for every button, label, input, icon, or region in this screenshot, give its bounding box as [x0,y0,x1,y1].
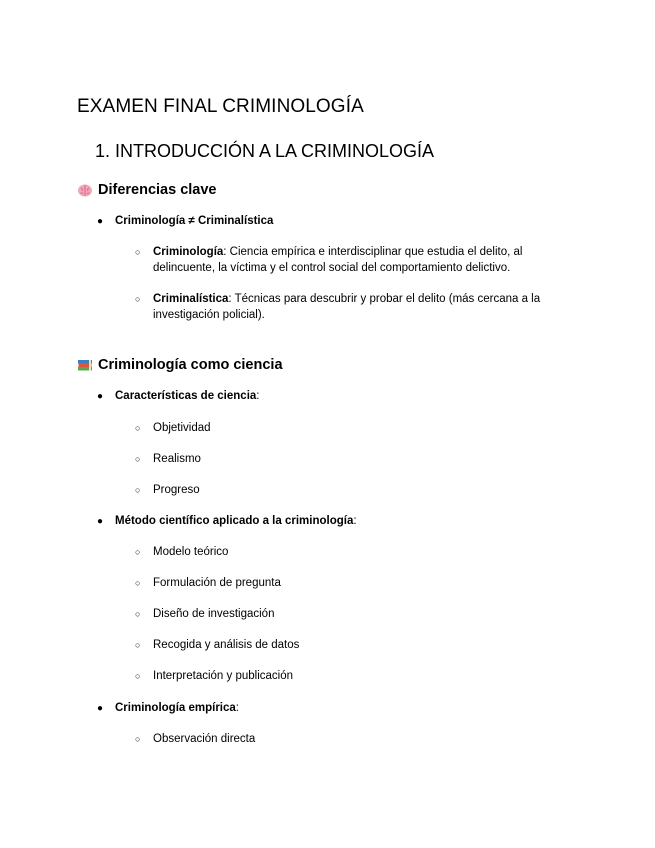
list-item-text: Formulación de pregunta [153,577,281,589]
bullet: ○ [135,734,141,744]
list-item-text: Diseño de investigación [153,608,275,620]
list-item [97,214,273,229]
section-heading: 1. INTRODUCCIÓN A LA CRIMINOLOGÍA [95,141,435,161]
list-item [135,607,555,623]
bullet: ○ [135,485,141,495]
bullet: ○ [135,423,141,433]
subheading-diferencias [77,182,217,198]
list-item [135,545,555,561]
list-item-text: Observación directa [153,733,256,745]
list-item-text: Progreso [153,484,200,496]
list-item [135,576,555,592]
list-item [135,732,555,748]
bullet: ○ [135,609,141,619]
list-item [135,483,555,499]
list-item [135,421,555,437]
list-item-text [153,292,555,323]
list-item [135,292,555,323]
list-item-text: Recogida y análisis de datos [153,639,300,651]
list-item-text [115,701,239,716]
bullet: ○ [135,247,141,257]
bullet: ● [97,516,104,527]
colon: : [235,702,239,714]
list-item-label: Criminología empírica [115,702,236,714]
list-item [135,452,555,468]
colon: : [353,515,357,527]
bullet: ○ [135,454,141,464]
list-item-text: Objetividad [153,422,211,434]
bullet: ○ [135,578,141,588]
list-item-text: Modelo teórico [153,546,229,558]
bullet: ● [97,216,104,227]
list-item-label: Método científico aplicado a la criminología [115,515,354,527]
books-icon [77,357,93,373]
list-item-label: Características de ciencia [115,390,257,402]
subheading-diferencias-text: Diferencias clave [98,182,217,198]
bullet: ● [97,703,104,714]
list-item [135,245,555,276]
bullet: ○ [135,294,141,304]
term: Criminalística [153,293,229,305]
bullet: ○ [135,640,141,650]
document-title: EXAMEN FINAL CRIMINOLOGÍA [77,96,364,117]
term: Criminología [153,246,224,258]
list-item [135,638,555,654]
bullet: ○ [135,547,141,557]
brain-icon [77,182,93,198]
definition: : Técnicas para descubrir y probar el delito (más cercana a la investigación policial). [153,293,541,321]
list-item-text [153,245,555,276]
list-item-label: Criminología ≠ Criminalística [115,215,274,227]
subheading-ciencia [77,357,283,373]
colon: : [256,390,260,402]
list-item [97,514,357,529]
list-item-text [115,389,259,404]
list-item-text: Interpretación y publicación [153,670,293,682]
definition: : Ciencia empírica e interdisciplinar que estudia el delito, al delincuente, la víctima y el control social del comportamiento delictivo. [153,246,523,274]
list-item [97,389,259,404]
list-item [97,701,239,716]
list-item [135,669,555,685]
subheading-ciencia-text: Criminología como ciencia [98,357,283,373]
bullet: ○ [135,671,141,681]
bullet: ● [97,391,104,402]
list-item-text [115,514,357,529]
list-item-text: Realismo [153,453,201,465]
